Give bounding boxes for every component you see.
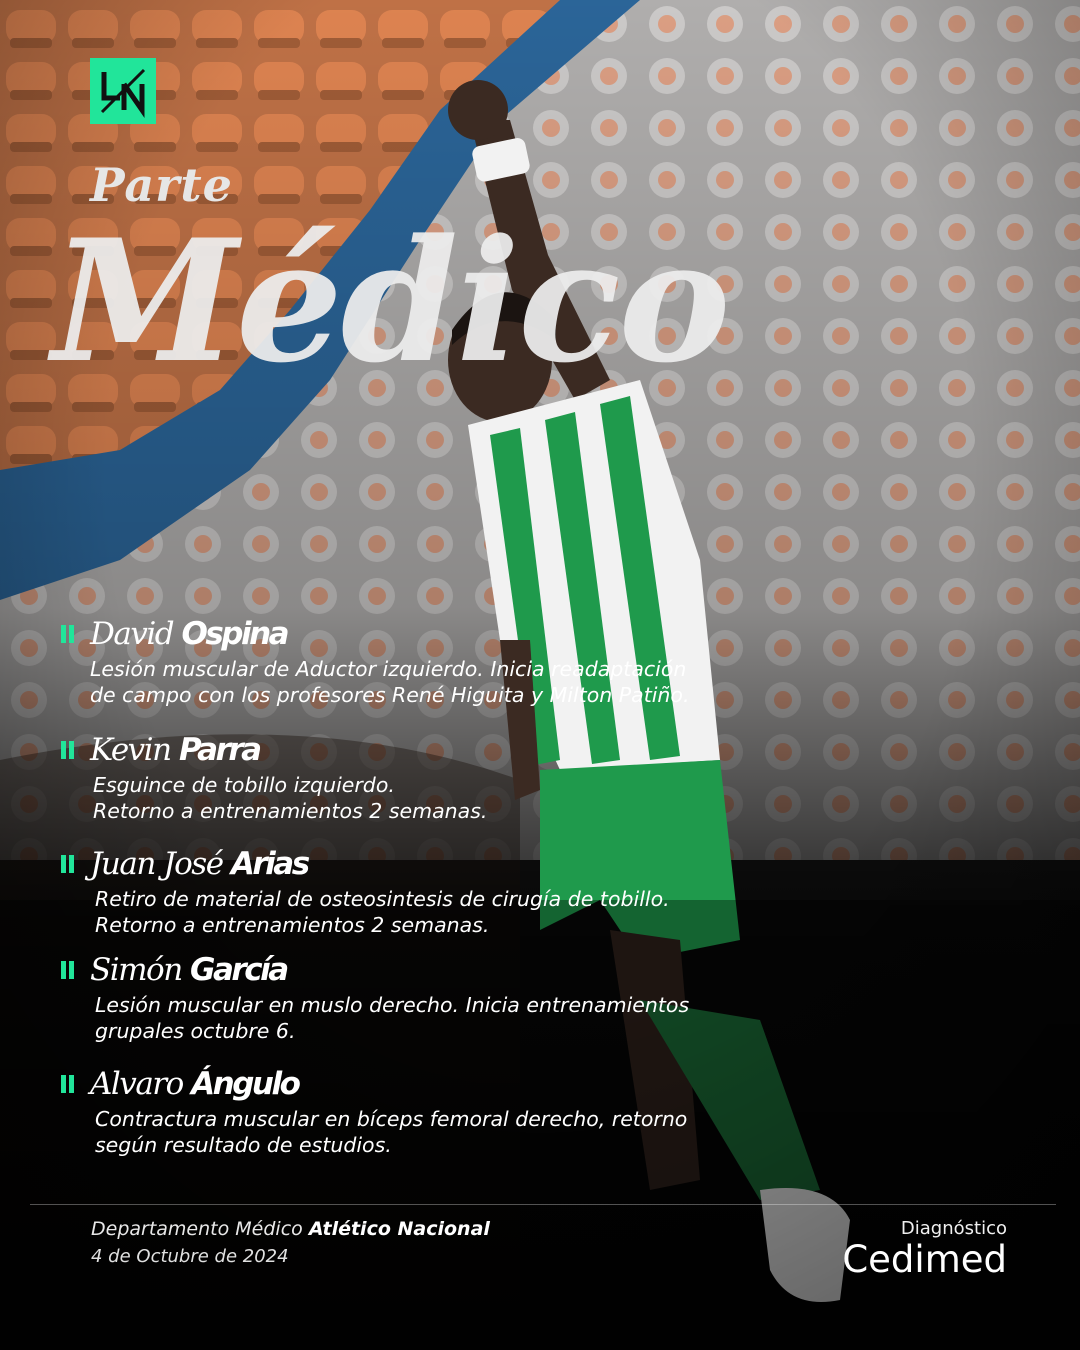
sponsor-name: Cedimed — [842, 1238, 1007, 1281]
atletico-nacional-crest-icon — [90, 58, 156, 124]
player-name: David Ospina — [90, 616, 288, 652]
player-diagnosis: Esguince de tobillo izquierdo. Retorno a entrenamientos 2 semanas. — [93, 773, 488, 823]
player-entry-ospina — [60, 612, 820, 708]
club-crest-logo — [90, 58, 156, 124]
player-name: Simón García — [90, 952, 287, 988]
player-diagnosis: Retiro de material de osteosintesis de cirugía de tobillo. Retorno a entrenamientos 2 semanas. — [95, 887, 670, 937]
bullet-bars-icon — [60, 853, 76, 875]
player-name: Alvaro Ángulo — [90, 1066, 299, 1102]
title-medico: Médico — [52, 202, 729, 400]
player-entry-angulo — [60, 1062, 820, 1158]
player-diagnosis: Lesión muscular en muslo derecho. Inicia entrenamientos grupales octubre 6. — [95, 993, 690, 1043]
player-name: Kevin Parra — [90, 732, 260, 768]
title-parte: Parte — [90, 158, 233, 212]
player-diagnosis: Contractura muscular en bíceps femoral derecho, retorno según resultado de estudios. — [95, 1107, 688, 1157]
player-entry-parra — [60, 728, 820, 824]
player-entry-arias — [60, 842, 820, 938]
bullet-bars-icon — [60, 623, 76, 645]
bullet-bars-icon — [60, 1073, 76, 1095]
player-name: Juan José Arias — [90, 846, 308, 882]
sponsor-label: Diagnóstico — [900, 1218, 1007, 1239]
player-diagnosis: Lesión muscular de Aductor izquierdo. Inicia readaptación de campo con los profesores René Higuita y Milton Patiño. — [90, 657, 690, 707]
footer-divider — [30, 1204, 1056, 1205]
footer-department: Departamento Médico Atlético Nacional — [91, 1218, 490, 1240]
bullet-bars-icon — [60, 739, 76, 761]
bullet-bars-icon — [60, 959, 76, 981]
footer-date: 4 de Octubre de 2024 — [91, 1246, 289, 1267]
player-entry-garcia — [60, 948, 820, 1044]
